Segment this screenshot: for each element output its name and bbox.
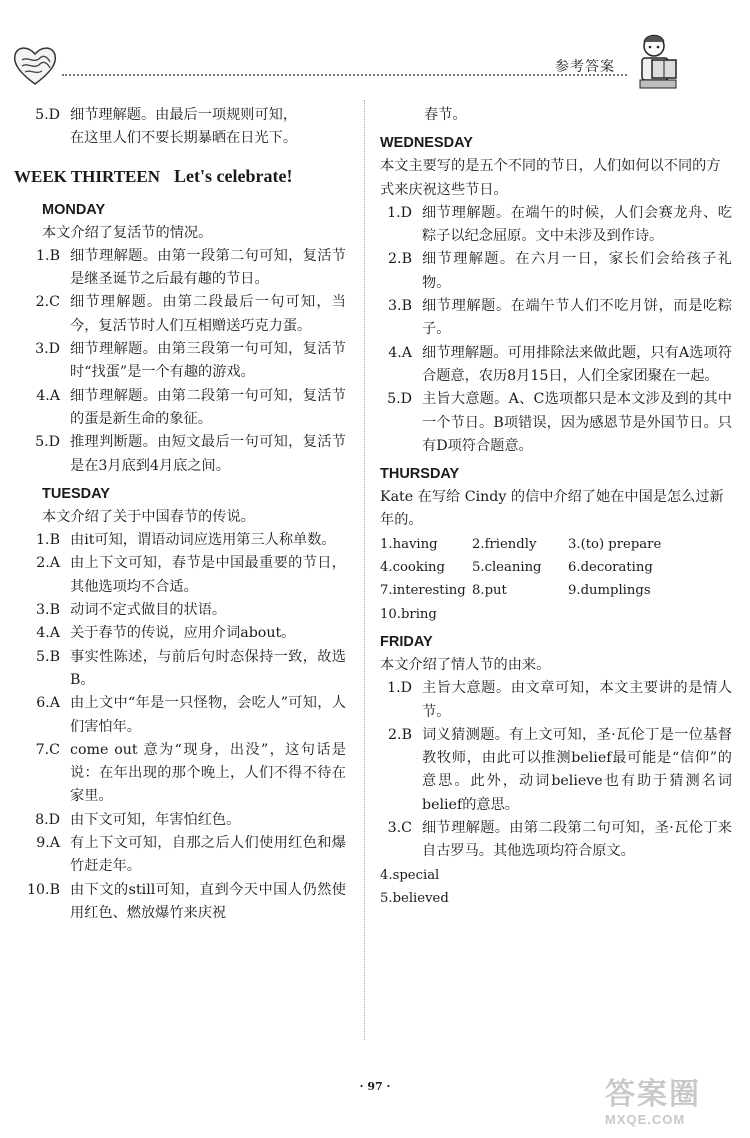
heart-logo-icon [10, 40, 60, 90]
page-header [0, 0, 750, 100]
item-text: 细节理解题。由第一段第二句可知，复活节是继圣诞节之后最有趣的节日。 [70, 247, 346, 288]
answer-grid [380, 533, 732, 626]
answer-word: 8.put [472, 583, 507, 599]
answer-item [14, 104, 346, 151]
item-text: 关于春节的传说，应用介词about。 [70, 625, 296, 642]
left-column [14, 104, 346, 925]
answer-item [14, 599, 346, 622]
answer-word: 5.cleaning [472, 560, 542, 576]
answer-item [14, 646, 346, 693]
item-text: 由上文中“年是一只怪物，会吃人”可知，人们害怕年。 [70, 695, 346, 735]
item-text: 细节理解题。由最后一项规则可知， 在这里人们不要长期暴晒在日光下。 [70, 107, 298, 147]
item-text: 细节理解题。由第三段第一句可知，复活节时“找蛋”是一个有趣的游戏。 [70, 341, 346, 381]
week-subtitle: Let's celebrate! [174, 165, 293, 186]
item-number: 1.D [387, 204, 412, 221]
item-text: 动词不定式做目的状语。 [70, 602, 227, 619]
right-column [380, 104, 732, 910]
item-number: 2.B [388, 251, 412, 268]
answer-word: 3.(to) prepare [568, 536, 662, 552]
item-number: 3.D [35, 341, 60, 358]
answer-item [14, 338, 346, 385]
item-text: 由下文可知，年害怕红色。 [70, 811, 241, 828]
item-text: 推理判断题。由短文最后一句可知，复活节是在3月底到4月底之间。 [70, 434, 346, 474]
answer-word: 10.bring [380, 606, 437, 622]
day-heading-wednesday: WEDNESDAY [380, 135, 473, 152]
item-text: 细节理解题。在端午节人们不吃月饼，而是吃粽子。 [422, 298, 732, 338]
answer-item [380, 817, 732, 864]
answer-list [380, 864, 732, 911]
answer-word: 7.interesting [380, 583, 466, 599]
item-text: 细节理解题。由第二段最后一句可知，当今，复活节时人们互相赠送巧克力蛋。 [70, 294, 346, 334]
answer-item [14, 245, 346, 292]
continued-text: 春节。 [424, 107, 467, 123]
item-number: 5.D [35, 434, 60, 451]
section-intro: 本文介绍了关于中国春节的传说。 [42, 508, 255, 525]
watermark [605, 1078, 745, 1134]
item-text: 细节理解题。在六月一日，家长们会给孩子礼物。 [422, 251, 732, 291]
item-number: 2.A [36, 555, 60, 572]
answer-word: 2.friendly [472, 536, 537, 552]
item-text: 词义猜测题。有上文可知，圣·瓦伦丁是一位基督教牧师，由此可以推测belief最可能是“信仰”的意思。此外，动词believe也有助于猜测名词belief的意思。 [422, 726, 732, 813]
item-number: 3.B [36, 602, 60, 619]
answer-item [14, 431, 346, 478]
answer-word: 6.decorating [568, 560, 653, 576]
item-number: 5.B [36, 648, 60, 665]
item-number: 1.D [387, 680, 412, 697]
item-number: 7.C [35, 741, 60, 758]
answer-item [380, 724, 732, 817]
answer-item [380, 342, 732, 389]
day-heading-friday: FRIDAY [380, 633, 433, 650]
watermark-url: MXQE.COM [605, 1112, 686, 1127]
watermark-logo: 答案圈 [605, 1078, 701, 1111]
item-text: 细节理解题。由第二段第一句可知，复活节的蛋是新生命的象征。 [70, 387, 346, 427]
item-number: 3.B [388, 298, 412, 315]
item-number: 1.B [36, 532, 60, 549]
section-intro: 本文介绍了情人节的由来。 [380, 656, 551, 673]
item-text: 有上下文可知，自那之后人们使用红色和爆竹赶走年。 [70, 835, 346, 875]
answer-word: 5.believed [380, 890, 449, 906]
answer-word: 4.special [380, 867, 440, 883]
header-title: 参考答案 [555, 59, 615, 75]
item-text: 由上下文可知，春节是中国最重要的节日，其他选项均不合适。 [70, 555, 346, 595]
item-number: 1.B [36, 247, 60, 264]
header-dotted-rule [62, 74, 627, 76]
item-number: 4.A [388, 344, 412, 361]
item-number: 9.A [36, 835, 60, 852]
item-number: 5.D [35, 107, 60, 123]
answer-item [380, 202, 732, 249]
item-text: 细节理解题。可用排除法来做此题，只有A选项符合题意，农历8月15日，人们全家团聚在一起。 [422, 344, 732, 384]
answer-word: 9.dumplings [568, 583, 651, 599]
item-number: 4.A [36, 625, 60, 642]
item-text: 细节理解题。在端午的时候，人们会赛龙舟、吃粽子以纪念屈原。文中未涉及到作诗。 [422, 204, 732, 245]
section-intro: Kate 在写给 Cindy 的信中介绍了她在中国是怎么过新年的。 [380, 489, 724, 529]
item-number: 2.B [388, 726, 412, 743]
item-text: 细节理解题。由第二段第二句可知，圣·瓦伦丁来自古罗马。其他选项均符合原文。 [422, 820, 732, 860]
item-number: 3.C [387, 820, 412, 837]
answer-item [14, 552, 346, 599]
item-number: 8.D [35, 811, 60, 828]
item-number: 6.A [36, 695, 60, 712]
answer-item [380, 677, 732, 724]
item-text: 主旨大意题。由文章可知，本文主要讲的是情人节。 [422, 680, 732, 720]
answer-item [380, 248, 732, 295]
section-intro: 本文主要写的是五个不同的节日，人们如何以不同的方式来庆祝这些节日。 [380, 158, 721, 198]
day-heading-monday: MONDAY [42, 201, 106, 218]
answer-item [14, 809, 346, 832]
item-text: 由下文的still可知，直到今天中国人仍然使用红色、燃放爆竹来庆祝 [70, 881, 346, 921]
answer-item [380, 295, 732, 342]
answer-item [380, 388, 732, 458]
answer-item [14, 879, 346, 926]
answer-item [14, 291, 346, 338]
item-number: 2.C [35, 294, 60, 311]
reading-child-icon [632, 30, 682, 92]
day-heading-thursday: THURSDAY [380, 466, 460, 483]
answer-item [14, 529, 346, 552]
item-text: 主旨大意题。A、C选项都只是本文涉及到的其中一个节日。B项错误，因为感恩节是外国节日。只有D项符合题意。 [422, 391, 732, 454]
item-text: 由it可知，谓语动词应选用第三人称单数。 [70, 532, 336, 549]
week-title: WEEK THIRTEEN Let's celebrate! [14, 165, 293, 186]
column-divider [364, 100, 365, 1040]
answer-word: 4.cooking [380, 560, 445, 576]
item-number: 4.A [36, 387, 60, 404]
item-text: come out 意为“现身，出没”，这句话是说：在年出现的那个晚上，人们不得不待在家里。 [70, 741, 346, 805]
answer-item [14, 739, 346, 809]
answer-item [14, 692, 346, 739]
day-heading-tuesday: TUESDAY [42, 485, 110, 502]
item-number: 10.B [27, 881, 60, 898]
answer-word: 1.having [380, 536, 438, 552]
section-intro: 本文介绍了复活节的情况。 [42, 224, 213, 241]
item-text: 事实性陈述，与前后句时态保持一致，故选B。 [70, 648, 346, 688]
answer-item [14, 385, 346, 432]
page-number: · 97 · [359, 1080, 391, 1093]
item-number: 5.D [387, 391, 412, 408]
answer-item [14, 832, 346, 879]
answer-item [14, 622, 346, 645]
